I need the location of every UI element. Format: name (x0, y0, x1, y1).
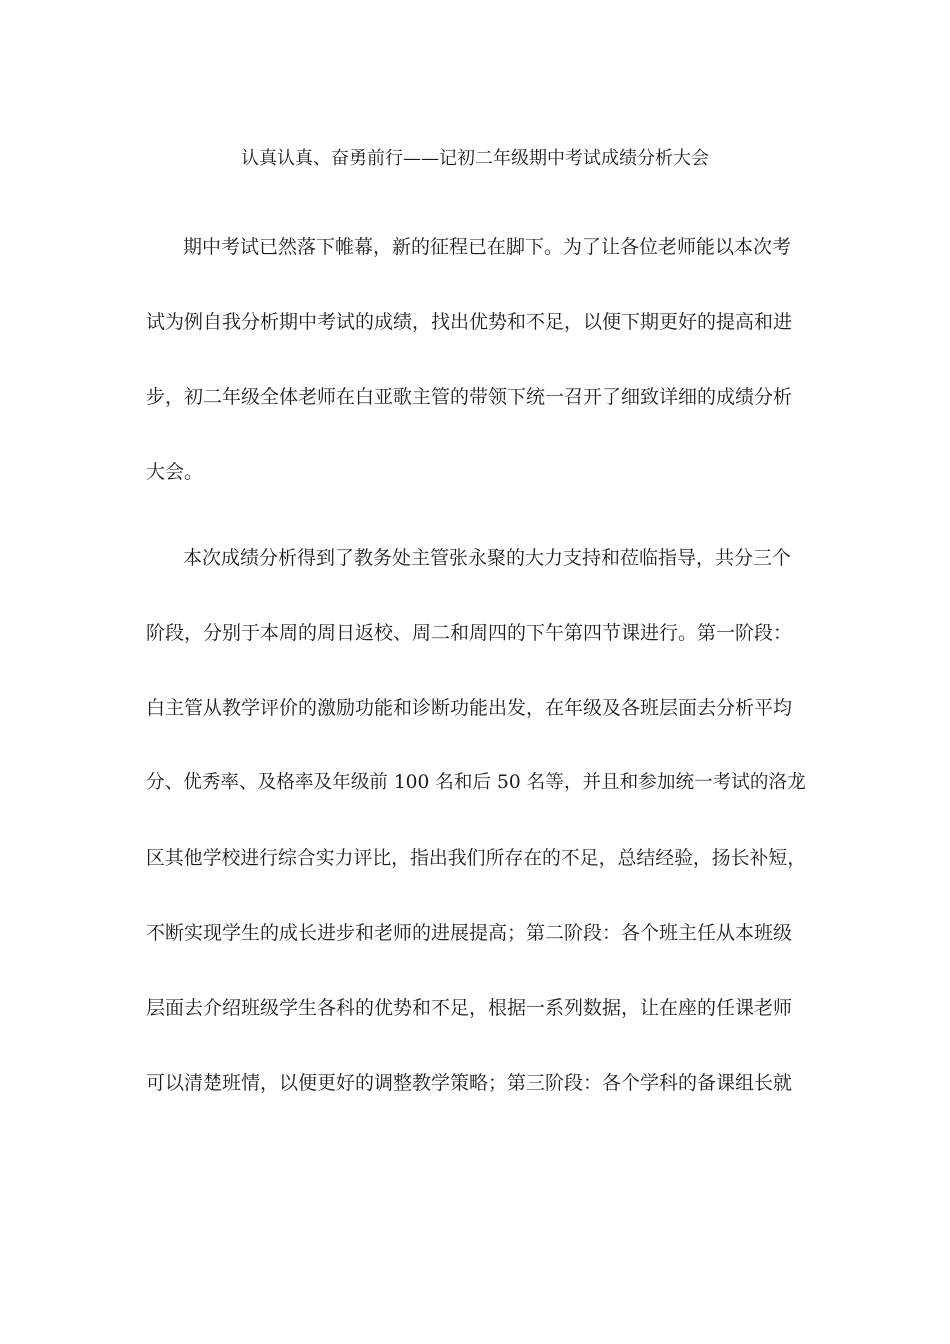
paragraph-line: 不断实现学生的成长进步和老师的进展提高；第二阶段：各个班主任从本班级 (146, 922, 793, 944)
document-title: 认真认真、奋勇前行——记初二年级期中考试成绩分析大会 (241, 148, 709, 169)
paragraph-line: 区其他学校进行综合实力评比，指出我们所存在的不足，总结经验，扬长补短， (146, 847, 807, 869)
paragraph-line: 大会。 (146, 461, 204, 483)
paragraph-line: 本次成绩分析得到了教务处主管张永聚的大力支持和莅临指导，共分三个 (183, 547, 792, 569)
paragraph-line: 试为例自我分析期中考试的成绩，找出优势和不足，以便下期更好的提高和进 (146, 311, 793, 333)
paragraph-line: 期中考试已然落下帷幕，新的征程已在脚下。为了让各位老师能以本次考 (183, 236, 792, 258)
paragraph-line: 可以清楚班情，以便更好的调整教学策略；第三阶段：各个学科的备课组长就 (146, 1072, 793, 1094)
paragraph-line: 步，初二年级全体老师在白亚歌主管的带领下统一召开了细致详细的成绩分析 (146, 386, 793, 408)
paragraph-line: 阶段，分别于本周的周日返校、周二和周四的下午第四节课进行。第一阶段： (146, 622, 793, 644)
paragraph-line: 层面去介绍班级学生各科的优势和不足，根据一系列数据，让在座的任课老师 (146, 997, 793, 1019)
paragraph-line: 分、优秀率、及格率及年级前 100 名和后 50 名等，并且和参加统一考试的洛龙 (146, 772, 806, 793)
paragraph-line: 白主管从教学评价的激励功能和诊断功能出发，在年级及各班层面去分析平均 (146, 697, 793, 719)
